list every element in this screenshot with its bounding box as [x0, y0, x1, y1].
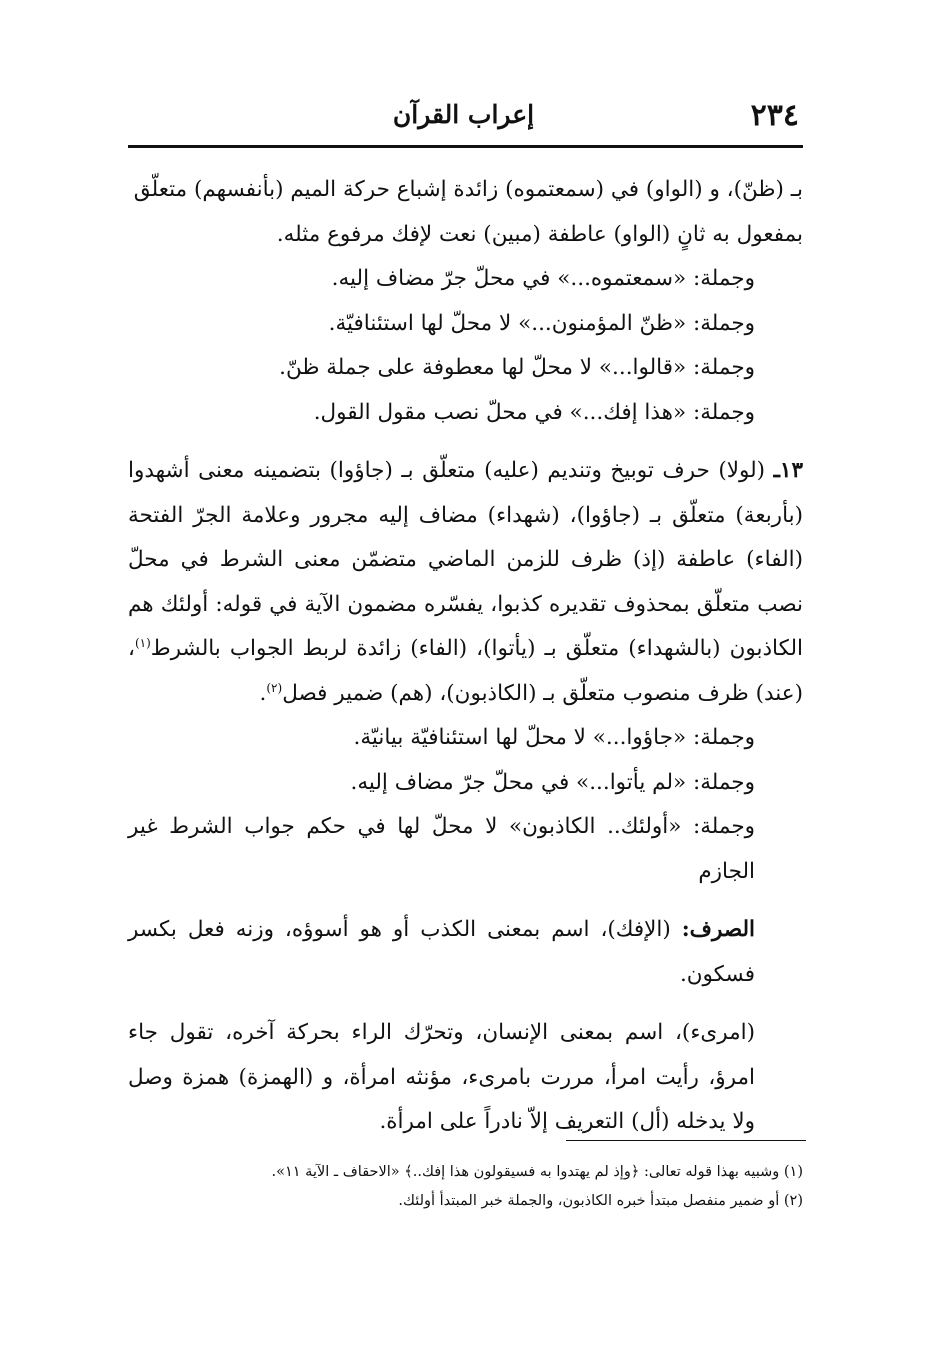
- section-text: (لولا) حرف توبيخ وتنديم (عليه) متعلّق بـ (جاؤوا) بتضمينه معنى أشهدوا (بأربعة) متعلّق بـ (جاؤوا)، (شهداء) مضاف إليه مجرور وعلامة الجرّ الفتحة (الفاء) عاطفة (إذ) ظرف للزمن الماضي متضمّن معنى الشرط في محلّ نصب متعلّق بمحذوف تقديره كذبوا، يفسّره مضمون الآية في قوله: أولئك هم الكاذبون (بالشهداء) متعلّق بـ (يأتوا)، (الفاء) زائدة لربط الجواب بالشرط: [128, 458, 803, 661]
- page-header: [128, 98, 799, 142]
- sarf-paragraph: [128, 908, 803, 997]
- sarf-label: الصرف:: [681, 917, 755, 942]
- page-number: ٢٣٤: [750, 98, 799, 133]
- footnote-ref: (١): [134, 635, 151, 650]
- footnote-rule: [566, 1140, 806, 1141]
- section-text: ، (عند) ظرف منصوب متعلّق بـ (الكاذبون)، (هم) ضمير فصل: [128, 636, 803, 706]
- page-body: [128, 168, 803, 1145]
- sentence-analysis-line: وجملة: «قالوا...» لا محلّ لها معطوفة على جملة ظنّ.: [279, 355, 755, 380]
- spacer: [128, 997, 803, 1011]
- sentence-analysis-line: وجملة: «هذا إفك...» في محلّ نصب مقول القول.: [313, 399, 755, 425]
- sarf-paragraph-2: (امرىء)، اسم بمعنى الإنسان، وتحرّك الراء بحركة آخره، تقول جاء امرؤ، رأيت امرأ، مررت بامرىء، مؤنثه امرأة، و (الهمزة) همزة وصل ولا يدخله (أل) التعريف إلاّ نادراً على امرأة.: [128, 1020, 755, 1134]
- sentence-analysis-line: وجملة: «جاؤوا...» لا محلّ لها استئنافيّة بيانيّة.: [353, 725, 755, 750]
- section-number: ١٣ـ: [773, 458, 803, 483]
- spacer: [128, 435, 803, 449]
- paragraph-line: بمفعول به ثانٍ (الواو) عاطفة (مبين) نعت لإفك مرفوع مثله.: [276, 221, 803, 247]
- sarf-text: (الإفك)، اسم بمعنى الكذب أو هو أسوؤه، وزنه فعل بكسر فسكون.: [128, 917, 755, 987]
- running-title: إعراب القرآن: [392, 100, 535, 129]
- footnote-ref: (٢): [266, 680, 283, 695]
- footnotes: [128, 1158, 803, 1216]
- header-rule: [128, 145, 803, 148]
- footnote-1: (١) وشبيه بهذا قوله تعالى: ﴿وإذ لم يهتدوا به فسيقولون هذا إفك..﴾ «الاحقاف ـ الآية ١١».: [271, 1164, 803, 1180]
- paragraph-line: بـ (ظنّ)، و (الواو) في (سمعتموه) زائدة إشباع حركة الميم (بأنفسهم) متعلّق: [133, 177, 803, 202]
- spacer: [128, 894, 803, 908]
- section-text: .: [259, 680, 267, 706]
- footnote-2: (٢) أو ضمير منفصل مبتدأ خبره الكاذبون، والجملة خبر المبتدأ أولئك.: [398, 1193, 803, 1209]
- sentence-analysis-line: وجملة: «ظنّ المؤمنون...» لا محلّ لها استئنافيّة.: [328, 310, 755, 336]
- section-13-paragraph: [128, 449, 803, 716]
- sentence-analysis-line: وجملة: «لم يأتوا...» في محلّ جرّ مضاف إليه.: [350, 769, 755, 795]
- sentence-analysis-line: وجملة: «أولئك.. الكاذبون» لا محلّ لها في حكم جواب الشرط غير الجازم: [128, 814, 755, 884]
- sentence-analysis-line: وجملة: «سمعتموه...» في محلّ جرّ مضاف إليه.: [331, 266, 755, 291]
